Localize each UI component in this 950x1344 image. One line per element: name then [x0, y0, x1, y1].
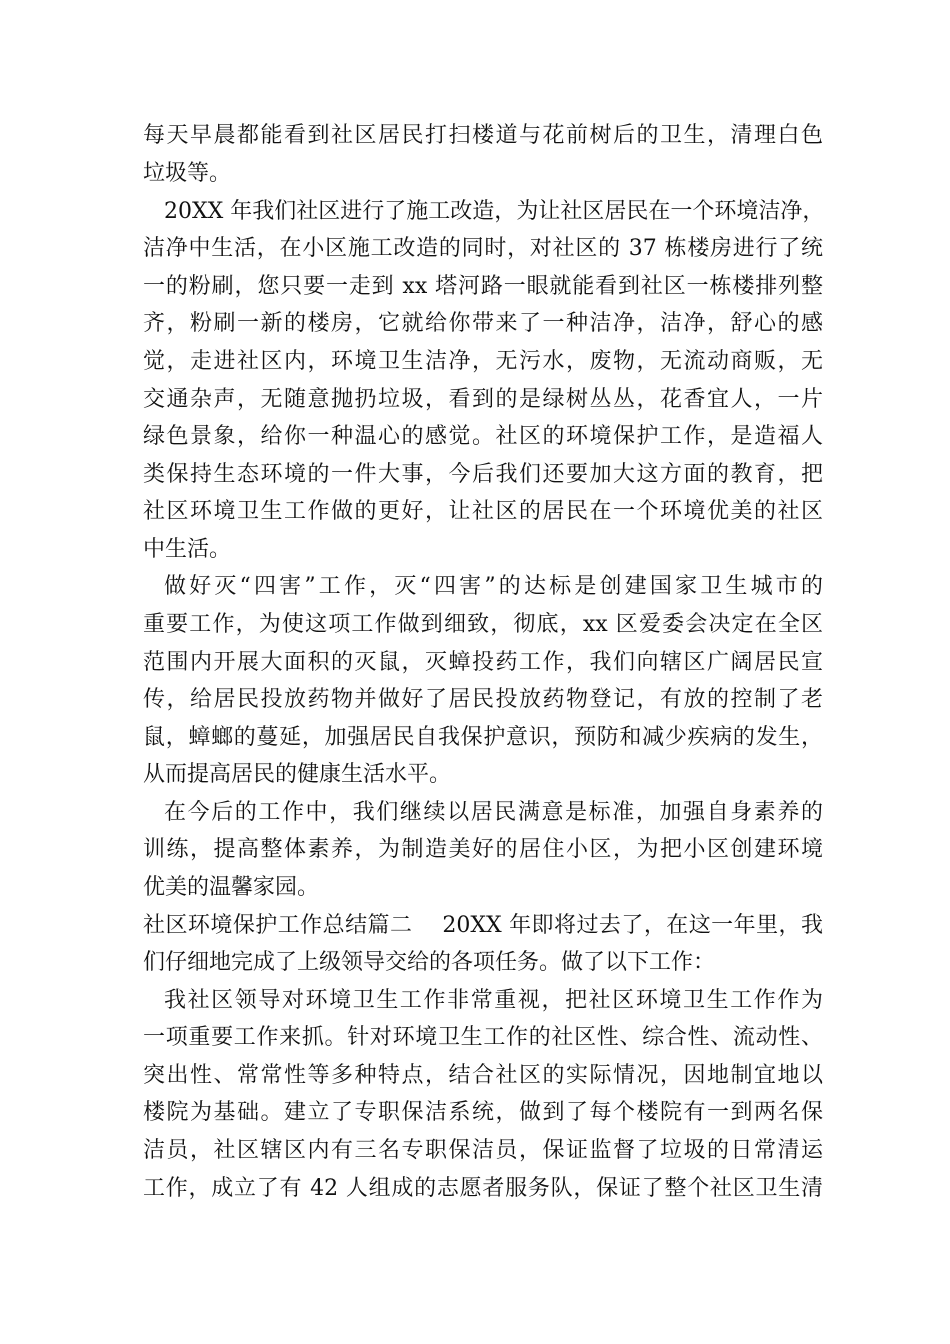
text-line: 垃圾等。 [143, 161, 232, 186]
text-line: 重要工作，为使这项工作做到细致，彻底，xx 区爱委会决定在全区 [143, 612, 823, 637]
text-line: 觉，走进社区内，环境卫生洁净，无污水，废物，无流动商贩，无 [143, 349, 823, 374]
text-line: 洁员，社区辖区内有三名专职保洁员，保证监督了垃圾的日常清运 [143, 1138, 823, 1163]
text-line: 20XX 年我们社区进行了施工改造，为让社区居民在一个环境洁净， [164, 199, 825, 224]
text-line: 在今后的工作中，我们继续以居民满意是标准，加强自身素养的 [164, 800, 823, 825]
text-line: 社区环境卫生工作做的更好，让社区的居民在一个环境优美的社区 [143, 499, 823, 524]
text-line: 楼院为基础。建立了专职保洁系统，做到了每个楼院有一到两名保 [143, 1100, 823, 1125]
text-line: 做好灭“四害”工作，灭“四害”的达标是创建国家卫生城市的 [164, 574, 823, 599]
text-line: 类保持生态环境的一件大事，今后我们还要加大这方面的教育，把 [143, 462, 823, 487]
text-line: 优美的温馨家园。 [143, 875, 320, 900]
text-line: 一项重要工作来抓。针对环境卫生工作的社区性、综合性、流动性、 [143, 1025, 823, 1050]
text-line: 交通杂声，无随意抛扔垃圾，看到的是绿树丛丛，花香宜人，一片 [143, 387, 823, 412]
text-line: 我社区领导对环境卫生工作非常重视，把社区环境卫生工作作为 [164, 988, 823, 1013]
text-line: 从而提高居民的健康生活水平。 [143, 762, 452, 787]
text-line: 工作，成立了有 42 人组成的志愿者服务队，保证了整个社区卫生清 [143, 1176, 823, 1201]
text-line: 传，给居民投放药物并做好了居民投放药物登记，有放的控制了老 [143, 687, 823, 712]
text-line: 中生活。 [143, 537, 232, 562]
text-line: 一的粉刷，您只要一走到 xx 塔河路一眼就能看到社区一栋楼排列整 [143, 274, 823, 299]
text-line: 训练，提高整体素养，为制造美好的居住小区，为把小区创建环境 [143, 837, 823, 862]
text-line: 们仔细地完成了上级领导交给的各项任务。做了以下工作： [143, 950, 716, 975]
text-line: 鼠，蟑螂的蔓延，加强居民自我保护意识，预防和减少疾病的发生， [143, 725, 823, 750]
text-line: 范围内开展大面积的灭鼠，灭蟑投药工作，我们向辖区广阔居民宣 [143, 650, 823, 675]
text-line: 齐，粉刷一新的楼房，它就给你带来了一种洁净，洁净，舒心的感 [143, 311, 823, 336]
text-line: 洁净中生活，在小区施工改造的同时，对社区的 37 栋楼房进行了统 [143, 236, 823, 261]
section-heading-line: 社区环境保护工作总结篇二 20XX 年即将过去了，在这一年里，我 [143, 913, 823, 938]
text-line: 绿色景象，给你一种温心的感觉。社区的环境保护工作，是造福人 [143, 424, 823, 449]
text-line: 每天早晨都能看到社区居民打扫楼道与花前树后的卫生，清理白色 [143, 123, 823, 148]
text-line: 突出性、常常性等多种特点，结合社区的实际情况，因地制宜地以 [143, 1063, 823, 1088]
